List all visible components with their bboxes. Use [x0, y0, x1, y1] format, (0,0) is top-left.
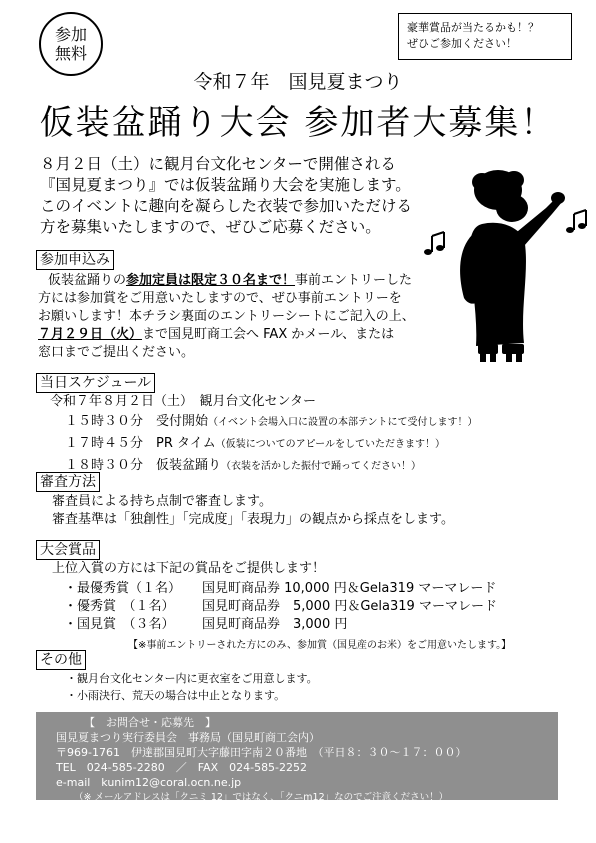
event-subtitle: 令和７年 国見夏まつり: [193, 71, 403, 93]
schedule-list: [65, 413, 478, 476]
schedule-date: 令和７年８月２日（土） 観月台文化センター: [50, 394, 316, 409]
page-title: 仮装盆踊り大会 参加者大募集！: [39, 103, 557, 143]
contact-address: 〒969-1761 伊達郡国見町大字藤田字南２０番地 （平日８：３０～１７：００）: [56, 746, 467, 759]
prize-item: ・国見賞 （３名） 国見町商品券 3,000 円: [64, 617, 348, 632]
contact-box: [36, 712, 558, 803]
judging-text: 審査員による持ち点制で審査します。 審査基準は「独創性」「完成度」「表現力」の観点から採点をします。: [52, 494, 454, 527]
prize-item: ・最優秀賞（１名） 国見町商品券 10,000 円＆Gela319 マーマレード: [64, 581, 497, 596]
intro-line: 『国見夏まつり』では仮装盆踊り大会を実施します。: [40, 176, 411, 194]
application-line4: ７月２９日（火）まで国見町商工会へ FAX かメール、または: [38, 327, 395, 342]
prize-item: ・優秀賞 （１名） 国見町商品券 5,000 円＆Gela319 マーマレード: [64, 599, 497, 614]
schedule-heading: 当日スケジュール: [36, 373, 155, 393]
application-line1: 仮装盆踊りの参加定員は限定３０名まで！事前エントリーした: [48, 273, 413, 288]
prize-note-line2: ぜひご参加ください！: [407, 37, 517, 50]
badge-line1: 参加: [54, 25, 87, 44]
contact-email-note: （※ メールアドレスは「クニミ 12」ではなく、「クニm12」なのでご注意ください！）: [74, 792, 449, 803]
intro-line: 方を募集いたしますので、ぜひご応募ください。: [40, 218, 381, 236]
application-line5: 窓口までご提出ください。: [38, 345, 195, 360]
deadline: ７月２９日（火）: [38, 327, 143, 342]
contact-phone: TEL 024-585-2280 ／ FAX 024-585-2252: [56, 761, 308, 774]
prizes-intro: 上位入賞の方には下記の賞品をご提供します！: [52, 561, 326, 576]
contact-heading: 【 お問合せ・応募先 】: [84, 716, 216, 729]
application-heading: 参加申込み: [36, 250, 114, 270]
schedule-item: １７時４５分 PR タイム（仮装についてのアピールをしていただきます！）: [65, 436, 445, 451]
participation-prize-note: 【※事前エントリーされた方にのみ、参加賞（国見産のお米）をご用意いたします。】: [128, 640, 512, 651]
schedule-item: １８時３０分 仮装盆踊り（衣装を活かした振付で踊ってください！）: [65, 458, 422, 473]
other-list: [66, 670, 318, 704]
other-item: ・観月台文化センター内に更衣室をご用意します。: [66, 672, 318, 685]
schedule-item: １５時３０分 受付開始（イベント会場入口に設置の本部テントにて受付します！）: [65, 414, 478, 429]
intro-line: ８月２日（土）に観月台文化センターで開催される: [40, 155, 396, 173]
intro-line: このイベントに趣向を凝らした衣装で参加いただける: [40, 197, 413, 215]
other-heading: その他: [36, 650, 86, 670]
capacity-limit: 参加定員は限定３０名まで！: [126, 273, 296, 288]
application-line2: 方には参加賞をご用意いたしますので、ぜひ事前エントリーを: [38, 291, 402, 306]
other-item: ・小雨決行、荒天の場合は中止となります。: [66, 689, 286, 702]
dancer-illustration-icon: [420, 168, 595, 373]
application-text: [38, 272, 415, 362]
badge-line2: 無料: [54, 44, 87, 63]
judging-heading: 審査方法: [36, 472, 100, 492]
intro-paragraph: [40, 154, 412, 238]
contact-org: 国見夏まつり実行委員会 事務局（国見町商工会内）: [56, 731, 320, 744]
contact-email[interactable]: e-mail kunim12@coral.ocn.ne.jp: [56, 776, 242, 789]
prizes-heading: 大会賞品: [36, 540, 100, 560]
prize-list: [64, 580, 497, 634]
prize-note-line1: 豪華賞品が当たるかも！？: [407, 21, 539, 34]
application-line3: お願いします！本チラシ裏面のエントリーシートにご記入の上、: [38, 309, 415, 324]
prize-note-box: [398, 13, 572, 60]
